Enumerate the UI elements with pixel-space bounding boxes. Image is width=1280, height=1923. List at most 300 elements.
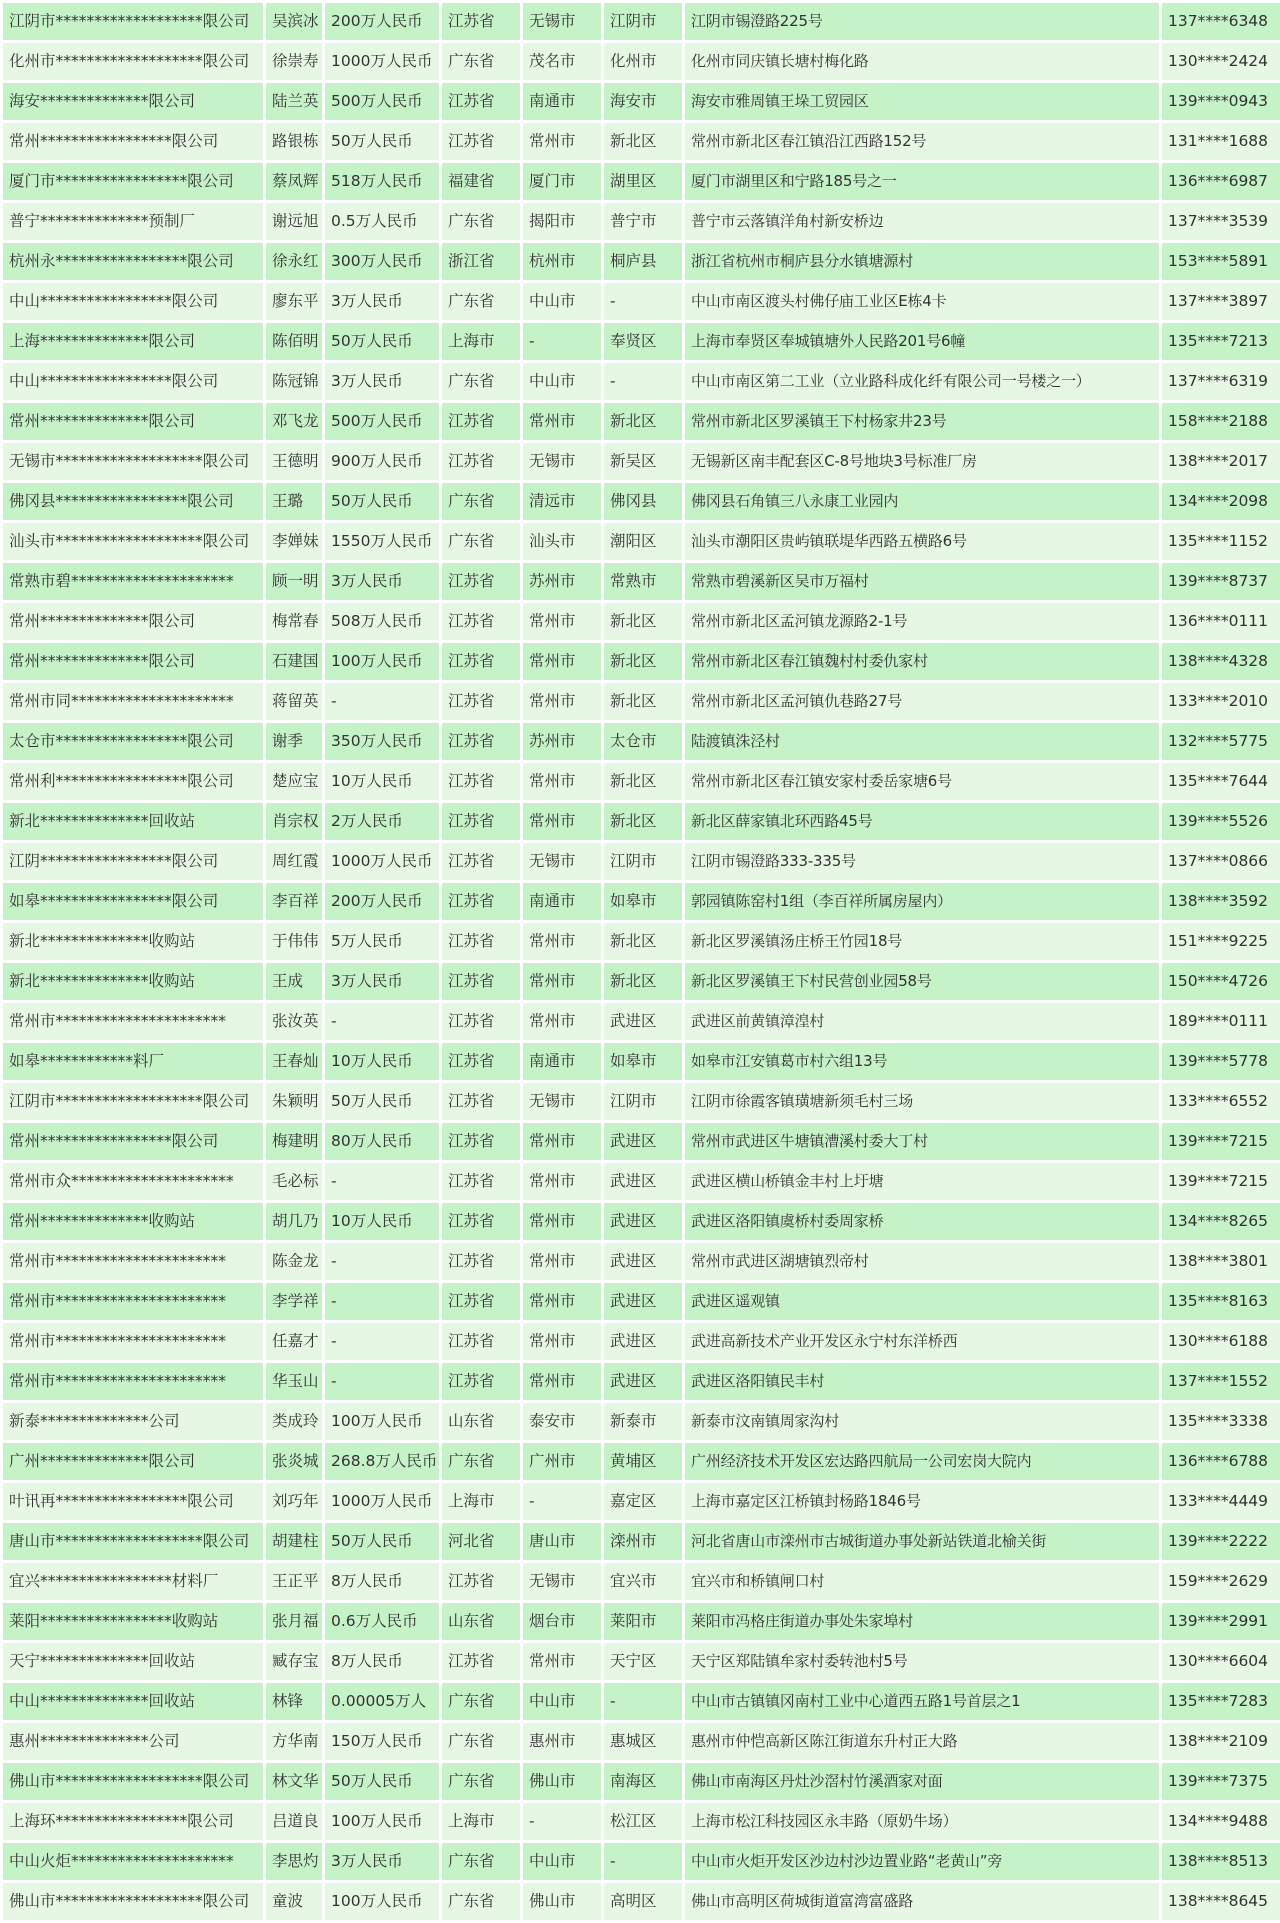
city-cell: -: [523, 323, 601, 360]
province-cell: 江苏省: [442, 1323, 520, 1360]
registered-capital-cell: 3万人民币: [325, 363, 439, 400]
table-row: [3, 483, 1280, 520]
registered-capital-cell: -: [325, 1283, 439, 1320]
province-cell: 江苏省: [442, 403, 520, 440]
district-cell: 潮阳区: [604, 523, 682, 560]
company-name-cell: 常熟市碧*********************: [3, 563, 263, 600]
legal-person-cell: 肖宗权: [266, 803, 322, 840]
table-row: [3, 1803, 1280, 1840]
company-name-cell: 新北**************收购站: [3, 923, 263, 960]
table-row: [3, 1723, 1280, 1760]
city-cell: 常州市: [523, 123, 601, 160]
city-cell: 常州市: [523, 763, 601, 800]
legal-person-cell: 蔡凤辉: [266, 163, 322, 200]
address-cell: 海安市雅周镇王垛工贸园区: [685, 83, 1159, 120]
province-cell: 浙江省: [442, 243, 520, 280]
table-row: [3, 1163, 1280, 1200]
address-cell: 常州市新北区罗溪镇王下村杨家井23号: [685, 403, 1159, 440]
address-cell: 莱阳市冯格庄街道办事处朱家埠村: [685, 1603, 1159, 1640]
district-cell: 如皋市: [604, 883, 682, 920]
address-cell: 武进区洛阳镇民丰村: [685, 1363, 1159, 1400]
province-cell: 上海市: [442, 1803, 520, 1840]
company-name-cell: 如皋*****************限公司: [3, 883, 263, 920]
legal-person-cell: 陈冠锦: [266, 363, 322, 400]
company-name-cell: 上海环*****************限公司: [3, 1803, 263, 1840]
phone-cell: 136****6788: [1162, 1443, 1280, 1480]
legal-person-cell: 廖东平: [266, 283, 322, 320]
legal-person-cell: 华玉山: [266, 1363, 322, 1400]
province-cell: 广东省: [442, 363, 520, 400]
company-name-cell: 新北**************收购站: [3, 963, 263, 1000]
company-name-cell: 如皋************料厂: [3, 1043, 263, 1080]
legal-person-cell: 徐永红: [266, 243, 322, 280]
province-cell: 广东省: [442, 1723, 520, 1760]
registered-capital-cell: -: [325, 683, 439, 720]
province-cell: 江苏省: [442, 443, 520, 480]
province-cell: 广东省: [442, 203, 520, 240]
city-cell: 南通市: [523, 83, 601, 120]
registered-capital-cell: 508万人民币: [325, 603, 439, 640]
province-cell: 山东省: [442, 1403, 520, 1440]
table-row: [3, 1883, 1280, 1920]
province-cell: 江苏省: [442, 3, 520, 40]
district-cell: 武进区: [604, 1123, 682, 1160]
district-cell: 新北区: [604, 683, 682, 720]
registered-capital-cell: 5万人民币: [325, 923, 439, 960]
address-cell: 如皋市江安镇葛市村六组13号: [685, 1043, 1159, 1080]
address-cell: 新北区薛家镇北环西路45号: [685, 803, 1159, 840]
province-cell: 江苏省: [442, 1563, 520, 1600]
province-cell: 江苏省: [442, 643, 520, 680]
phone-cell: 130****2424: [1162, 43, 1280, 80]
phone-cell: 137****3897: [1162, 283, 1280, 320]
registered-capital-cell: 50万人民币: [325, 1763, 439, 1800]
address-cell: 上海市奉贤区奉城镇塘外人民路201号6幢: [685, 323, 1159, 360]
district-cell: 武进区: [604, 1283, 682, 1320]
registered-capital-cell: 2万人民币: [325, 803, 439, 840]
phone-cell: 139****5526: [1162, 803, 1280, 840]
registered-capital-cell: 900万人民币: [325, 443, 439, 480]
registered-capital-cell: 50万人民币: [325, 483, 439, 520]
district-cell: 武进区: [604, 1003, 682, 1040]
table-row: [3, 1403, 1280, 1440]
legal-person-cell: 王春灿: [266, 1043, 322, 1080]
district-cell: 莱阳市: [604, 1603, 682, 1640]
district-cell: -: [604, 1843, 682, 1880]
registered-capital-cell: 3万人民币: [325, 283, 439, 320]
phone-cell: 150****4726: [1162, 963, 1280, 1000]
company-name-cell: 常州市**********************: [3, 1283, 263, 1320]
address-cell: 新泰市汶南镇周家沟村: [685, 1403, 1159, 1440]
table-row: [3, 683, 1280, 720]
table-row: [3, 443, 1280, 480]
district-cell: 南海区: [604, 1763, 682, 1800]
registered-capital-cell: 200万人民币: [325, 883, 439, 920]
table-row: [3, 763, 1280, 800]
table-row: [3, 1083, 1280, 1120]
company-name-cell: 常州利*****************限公司: [3, 763, 263, 800]
registered-capital-cell: 0.5万人民币: [325, 203, 439, 240]
province-cell: 广东省: [442, 283, 520, 320]
address-cell: 陆渡镇洙泾村: [685, 723, 1159, 760]
registered-capital-cell: -: [325, 1163, 439, 1200]
city-cell: 常州市: [523, 1163, 601, 1200]
address-cell: 宜兴市和桥镇闸口村: [685, 1563, 1159, 1600]
company-name-cell: 中山火炬*********************: [3, 1843, 263, 1880]
city-cell: 唐山市: [523, 1523, 601, 1560]
district-cell: 滦州市: [604, 1523, 682, 1560]
district-cell: 武进区: [604, 1203, 682, 1240]
company-name-cell: 常州市众*********************: [3, 1163, 263, 1200]
table-row: [3, 1283, 1280, 1320]
company-name-cell: 常州*****************限公司: [3, 123, 263, 160]
phone-cell: 133****6552: [1162, 1083, 1280, 1120]
district-cell: -: [604, 1683, 682, 1720]
registered-capital-cell: 0.00005万人: [325, 1683, 439, 1720]
city-cell: 烟台市: [523, 1603, 601, 1640]
phone-cell: 137****6348: [1162, 3, 1280, 40]
registered-capital-cell: 300万人民币: [325, 243, 439, 280]
city-cell: 南通市: [523, 883, 601, 920]
registered-capital-cell: 50万人民币: [325, 1083, 439, 1120]
city-cell: 常州市: [523, 1283, 601, 1320]
legal-person-cell: 类成玲: [266, 1403, 322, 1440]
district-cell: 新吴区: [604, 443, 682, 480]
phone-cell: 134****9488: [1162, 1803, 1280, 1840]
province-cell: 江苏省: [442, 1043, 520, 1080]
legal-person-cell: 毛必标: [266, 1163, 322, 1200]
district-cell: 武进区: [604, 1323, 682, 1360]
address-cell: 武进区遥观镇: [685, 1283, 1159, 1320]
phone-cell: 137****6319: [1162, 363, 1280, 400]
province-cell: 江苏省: [442, 603, 520, 640]
registered-capital-cell: 8万人民币: [325, 1643, 439, 1680]
city-cell: 常州市: [523, 603, 601, 640]
phone-cell: 130****6188: [1162, 1323, 1280, 1360]
city-cell: 无锡市: [523, 1563, 601, 1600]
table-row: [3, 563, 1280, 600]
address-cell: 厦门市湖里区和宁路185号之一: [685, 163, 1159, 200]
legal-person-cell: 胡建柱: [266, 1523, 322, 1560]
address-cell: 中山市南区第二工业（立业路科成化纤有限公司一号楼之一）: [685, 363, 1159, 400]
company-name-cell: 江阴*****************限公司: [3, 843, 263, 880]
address-cell: 武进高新技术产业开发区永宁村东洋桥西: [685, 1323, 1159, 1360]
registered-capital-cell: 10万人民币: [325, 1043, 439, 1080]
table-row: [3, 403, 1280, 440]
province-cell: 江苏省: [442, 883, 520, 920]
address-cell: 广州经济技术开发区宏达路四航局一公司宏岗大院内: [685, 1443, 1159, 1480]
province-cell: 福建省: [442, 163, 520, 200]
legal-person-cell: 楚应宝: [266, 763, 322, 800]
table-row: [3, 643, 1280, 680]
legal-person-cell: 陈佰明: [266, 323, 322, 360]
city-cell: 泰安市: [523, 1403, 601, 1440]
phone-cell: 139****5778: [1162, 1043, 1280, 1080]
registered-capital-cell: 268.8万人民币: [325, 1443, 439, 1480]
company-name-cell: 常州市**********************: [3, 1363, 263, 1400]
address-cell: 武进区洛阳镇虞桥村委周家桥: [685, 1203, 1159, 1240]
legal-person-cell: 顾一明: [266, 563, 322, 600]
company-name-cell: 常州**************限公司: [3, 403, 263, 440]
company-name-cell: 天宁**************回收站: [3, 1643, 263, 1680]
district-cell: 湖里区: [604, 163, 682, 200]
address-cell: 佛山市高明区荷城街道富湾富盛路: [685, 1883, 1159, 1920]
phone-cell: 139****7375: [1162, 1763, 1280, 1800]
district-cell: 新北区: [604, 603, 682, 640]
legal-person-cell: 张月福: [266, 1603, 322, 1640]
address-cell: 化州市同庆镇长塘村梅化路: [685, 43, 1159, 80]
legal-person-cell: 周红霞: [266, 843, 322, 880]
table-row: [3, 243, 1280, 280]
city-cell: 佛山市: [523, 1883, 601, 1920]
registered-capital-cell: 8万人民币: [325, 1563, 439, 1600]
phone-cell: 139****2222: [1162, 1523, 1280, 1560]
table-row: [3, 803, 1280, 840]
table-row: [3, 1483, 1280, 1520]
table-row: [3, 1203, 1280, 1240]
city-cell: 惠州市: [523, 1723, 601, 1760]
registered-capital-cell: 10万人民币: [325, 763, 439, 800]
company-name-cell: 中山*****************限公司: [3, 363, 263, 400]
province-cell: 江苏省: [442, 1123, 520, 1160]
registered-capital-cell: -: [325, 1323, 439, 1360]
table-row: [3, 203, 1280, 240]
phone-cell: 135****8163: [1162, 1283, 1280, 1320]
phone-cell: 131****1688: [1162, 123, 1280, 160]
province-cell: 江苏省: [442, 923, 520, 960]
legal-person-cell: 谢远旭: [266, 203, 322, 240]
city-cell: 南通市: [523, 1043, 601, 1080]
phone-cell: 139****0943: [1162, 83, 1280, 120]
province-cell: 江苏省: [442, 1003, 520, 1040]
company-name-cell: 太仓市*****************限公司: [3, 723, 263, 760]
registered-capital-cell: 10万人民币: [325, 1203, 439, 1240]
legal-person-cell: 胡几乃: [266, 1203, 322, 1240]
legal-person-cell: 李思灼: [266, 1843, 322, 1880]
province-cell: 广东省: [442, 1443, 520, 1480]
company-name-cell: 常州*****************限公司: [3, 1123, 263, 1160]
table-row: [3, 1603, 1280, 1640]
phone-cell: 139****7215: [1162, 1163, 1280, 1200]
legal-person-cell: 林文华: [266, 1763, 322, 1800]
table-row: [3, 1643, 1280, 1680]
province-cell: 广东省: [442, 1883, 520, 1920]
table-row: [3, 1003, 1280, 1040]
phone-cell: 132****5775: [1162, 723, 1280, 760]
registered-capital-cell: -: [325, 1363, 439, 1400]
district-cell: 新北区: [604, 643, 682, 680]
registered-capital-cell: 3万人民币: [325, 963, 439, 1000]
registered-capital-cell: -: [325, 1003, 439, 1040]
legal-person-cell: 刘巧年: [266, 1483, 322, 1520]
province-cell: 江苏省: [442, 723, 520, 760]
phone-cell: 151****9225: [1162, 923, 1280, 960]
province-cell: 江苏省: [442, 1163, 520, 1200]
district-cell: 化州市: [604, 43, 682, 80]
registered-capital-cell: 80万人民币: [325, 1123, 439, 1160]
address-cell: 上海市松江科技园区永丰路（原奶牛场）: [685, 1803, 1159, 1840]
legal-person-cell: 陆兰英: [266, 83, 322, 120]
address-cell: 新北区罗溪镇王下村民营创业园58号: [685, 963, 1159, 1000]
province-cell: 山东省: [442, 1603, 520, 1640]
legal-person-cell: 邓飞龙: [266, 403, 322, 440]
district-cell: 新北区: [604, 403, 682, 440]
city-cell: 苏州市: [523, 723, 601, 760]
address-cell: 常州市新北区春江镇安家村委岳家塘6号: [685, 763, 1159, 800]
company-name-cell: 佛冈县*****************限公司: [3, 483, 263, 520]
phone-cell: 138****4328: [1162, 643, 1280, 680]
table-row: [3, 1043, 1280, 1080]
registered-capital-cell: 200万人民币: [325, 3, 439, 40]
district-cell: 惠城区: [604, 1723, 682, 1760]
phone-cell: 134****2098: [1162, 483, 1280, 520]
address-cell: 天宁区郑陆镇牟家村委转池村5号: [685, 1643, 1159, 1680]
district-cell: 江阴市: [604, 1083, 682, 1120]
province-cell: 江苏省: [442, 1203, 520, 1240]
registered-capital-cell: 100万人民币: [325, 643, 439, 680]
company-name-cell: 江阴市*******************限公司: [3, 1083, 263, 1120]
phone-cell: 135****7213: [1162, 323, 1280, 360]
phone-cell: 133****4449: [1162, 1483, 1280, 1520]
city-cell: 佛山市: [523, 1763, 601, 1800]
district-cell: 常熟市: [604, 563, 682, 600]
province-cell: 江苏省: [442, 843, 520, 880]
legal-person-cell: 李学祥: [266, 1283, 322, 1320]
legal-person-cell: 王璐: [266, 483, 322, 520]
company-name-cell: 常州市同*********************: [3, 683, 263, 720]
phone-cell: 139****7215: [1162, 1123, 1280, 1160]
address-cell: 汕头市潮阳区贵屿镇联堤华西路五横路6号: [685, 523, 1159, 560]
city-cell: 揭阳市: [523, 203, 601, 240]
city-cell: 常州市: [523, 1003, 601, 1040]
legal-person-cell: 路银栋: [266, 123, 322, 160]
province-cell: 上海市: [442, 1483, 520, 1520]
phone-cell: 139****2991: [1162, 1603, 1280, 1640]
district-cell: 新北区: [604, 963, 682, 1000]
address-cell: 常州市武进区湖塘镇烈帝村: [685, 1243, 1159, 1280]
company-name-cell: 杭州永*****************限公司: [3, 243, 263, 280]
legal-person-cell: 陈金龙: [266, 1243, 322, 1280]
legal-person-cell: 童波: [266, 1883, 322, 1920]
province-cell: 江苏省: [442, 563, 520, 600]
city-cell: 无锡市: [523, 1083, 601, 1120]
address-cell: 新北区罗溪镇汤庄桥王竹园18号: [685, 923, 1159, 960]
table-row: [3, 1443, 1280, 1480]
city-cell: 无锡市: [523, 443, 601, 480]
city-cell: 常州市: [523, 923, 601, 960]
city-cell: 常州市: [523, 963, 601, 1000]
table-row: [3, 963, 1280, 1000]
legal-person-cell: 谢季: [266, 723, 322, 760]
registered-capital-cell: 350万人民币: [325, 723, 439, 760]
phone-cell: 136****6987: [1162, 163, 1280, 200]
table-row: [3, 723, 1280, 760]
legal-person-cell: 林锋: [266, 1683, 322, 1720]
address-cell: 常熟市碧溪新区吴市万福村: [685, 563, 1159, 600]
registered-capital-cell: 50万人民币: [325, 323, 439, 360]
company-name-cell: 常州市**********************: [3, 1323, 263, 1360]
legal-person-cell: 李婵妹: [266, 523, 322, 560]
district-cell: 武进区: [604, 1163, 682, 1200]
district-cell: 高明区: [604, 1883, 682, 1920]
phone-cell: 136****0111: [1162, 603, 1280, 640]
company-name-cell: 常州市**********************: [3, 1243, 263, 1280]
company-name-cell: 宜兴*****************材料厂: [3, 1563, 263, 1600]
company-name-cell: 惠州**************公司: [3, 1723, 263, 1760]
province-cell: 江苏省: [442, 83, 520, 120]
city-cell: 无锡市: [523, 843, 601, 880]
province-cell: 江苏省: [442, 1363, 520, 1400]
phone-cell: 135****1152: [1162, 523, 1280, 560]
province-cell: 广东省: [442, 483, 520, 520]
phone-cell: 135****7644: [1162, 763, 1280, 800]
company-name-cell: 中山**************回收站: [3, 1683, 263, 1720]
address-cell: 常州市武进区牛塘镇漕溪村委大丁村: [685, 1123, 1159, 1160]
registered-capital-cell: 518万人民币: [325, 163, 439, 200]
district-cell: 江阴市: [604, 843, 682, 880]
district-cell: 武进区: [604, 1243, 682, 1280]
company-name-cell: 叶讯再*****************限公司: [3, 1483, 263, 1520]
address-cell: 佛山市南海区丹灶沙滘村竹溪酒家对面: [685, 1763, 1159, 1800]
city-cell: 杭州市: [523, 243, 601, 280]
registered-capital-cell: 1000万人民币: [325, 843, 439, 880]
table-row: [3, 83, 1280, 120]
company-name-cell: 中山*****************限公司: [3, 283, 263, 320]
address-cell: 无锡新区南丰配套区C-8号地块3号标准厂房: [685, 443, 1159, 480]
phone-cell: 130****6604: [1162, 1643, 1280, 1680]
district-cell: 嘉定区: [604, 1483, 682, 1520]
province-cell: 广东省: [442, 43, 520, 80]
registered-capital-cell: 100万人民币: [325, 1803, 439, 1840]
city-cell: 中山市: [523, 1683, 601, 1720]
table-row: [3, 1683, 1280, 1720]
address-cell: 佛冈县石角镇三八永康工业园内: [685, 483, 1159, 520]
city-cell: 茂名市: [523, 43, 601, 80]
district-cell: -: [604, 363, 682, 400]
address-cell: 惠州市仲恺高新区陈江街道东升村正大路: [685, 1723, 1159, 1760]
registered-capital-cell: 3万人民币: [325, 1843, 439, 1880]
company-name-cell: 新泰**************公司: [3, 1403, 263, 1440]
table-row: [3, 1563, 1280, 1600]
phone-cell: 138****8513: [1162, 1843, 1280, 1880]
registered-capital-cell: 3万人民币: [325, 563, 439, 600]
phone-cell: 138****2109: [1162, 1723, 1280, 1760]
registered-capital-cell: 100万人民币: [325, 1883, 439, 1920]
legal-person-cell: 吕道良: [266, 1803, 322, 1840]
table-row: [3, 843, 1280, 880]
company-name-cell: 汕头市*******************限公司: [3, 523, 263, 560]
province-cell: 江苏省: [442, 123, 520, 160]
phone-cell: 138****3592: [1162, 883, 1280, 920]
city-cell: 常州市: [523, 1643, 601, 1680]
legal-person-cell: 朱颖明: [266, 1083, 322, 1120]
address-cell: 常州市新北区孟河镇龙源路2-1号: [685, 603, 1159, 640]
district-cell: 桐庐县: [604, 243, 682, 280]
province-cell: 江苏省: [442, 1283, 520, 1320]
phone-cell: 138****8645: [1162, 1883, 1280, 1920]
table-row: [3, 923, 1280, 960]
table-row: [3, 283, 1280, 320]
table-row: [3, 1123, 1280, 1160]
legal-person-cell: 任嘉才: [266, 1323, 322, 1360]
address-cell: 常州市新北区春江镇沿江西路152号: [685, 123, 1159, 160]
city-cell: 中山市: [523, 283, 601, 320]
city-cell: 常州市: [523, 1363, 601, 1400]
phone-cell: 137****3539: [1162, 203, 1280, 240]
address-cell: 江阴市锡澄路225号: [685, 3, 1159, 40]
district-cell: 新北区: [604, 803, 682, 840]
phone-cell: 153****5891: [1162, 243, 1280, 280]
